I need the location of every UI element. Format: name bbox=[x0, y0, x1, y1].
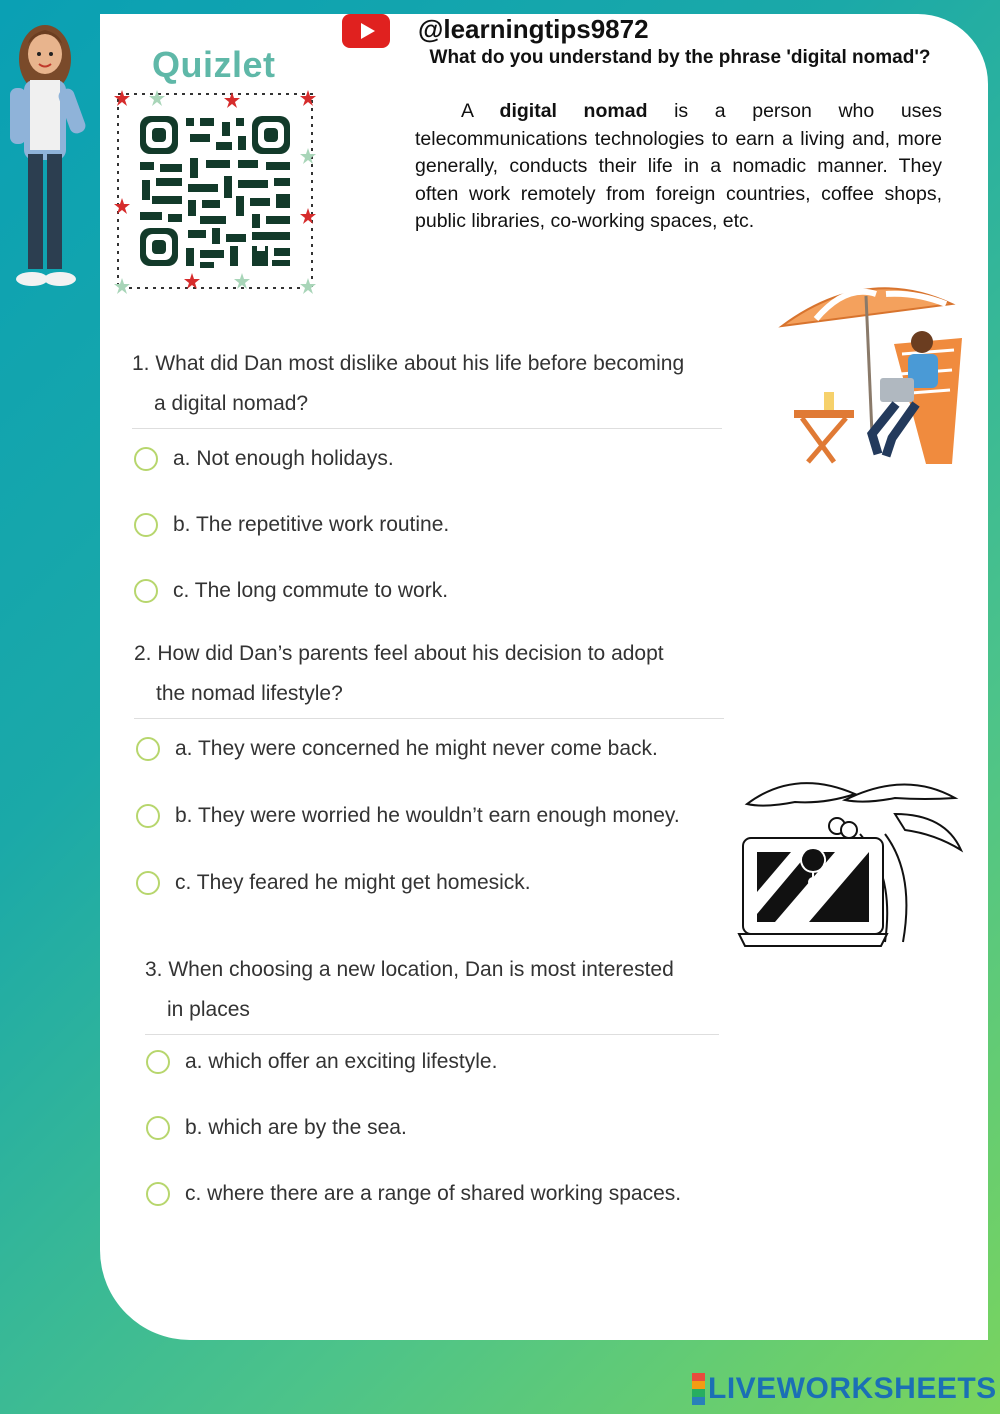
question-1 bbox=[132, 344, 722, 429]
question-divider bbox=[134, 718, 724, 719]
question-3-line1: 3. When choosing a new location, Dan is most interested bbox=[145, 958, 674, 981]
question-1-option-b[interactable] bbox=[134, 510, 449, 540]
youtube-handle[interactable]: @learningtips9872 bbox=[418, 14, 649, 44]
radio-button[interactable] bbox=[136, 737, 160, 761]
teacher-character-illustration bbox=[0, 14, 90, 289]
intro-question: What do you understand by the phrase 'digital nomad'? bbox=[429, 47, 931, 68]
radio-button[interactable] bbox=[136, 804, 160, 828]
question-divider bbox=[132, 428, 722, 429]
question-3 bbox=[145, 950, 719, 1035]
question-divider bbox=[145, 1034, 719, 1035]
beach-laptop-illustration bbox=[776, 274, 970, 470]
question-1-text bbox=[132, 344, 722, 424]
definition-intro: A bbox=[461, 100, 473, 122]
definition-term: digital nomad bbox=[499, 100, 648, 122]
question-2-option-c[interactable] bbox=[136, 868, 531, 898]
question-3-line2: in places bbox=[167, 998, 250, 1021]
qr-code[interactable] bbox=[112, 88, 318, 294]
definition-text: is a person who uses telecommunications technologies to earn a living and, more generally, conducts their life in a nomadic manner. They often work remotely from foreign countries, coffee shops, public libraries, co-working spaces, etc. bbox=[415, 100, 943, 232]
option-label: b. They were worried he wouldn’t earn enough money. bbox=[175, 804, 680, 827]
radio-button[interactable] bbox=[146, 1050, 170, 1074]
liveworksheets-badge-icon bbox=[692, 1373, 705, 1405]
question-3-option-c[interactable] bbox=[146, 1179, 681, 1209]
question-2-line2: the nomad lifestyle? bbox=[156, 682, 343, 705]
option-label: b. which are by the sea. bbox=[185, 1116, 407, 1139]
radio-button[interactable] bbox=[146, 1116, 170, 1140]
question-2-line1: 2. How did Dan’s parents feel about his decision to adopt bbox=[134, 642, 664, 665]
option-label: a. Not enough holidays. bbox=[173, 447, 394, 470]
option-label: c. They feared he might get homesick. bbox=[175, 871, 531, 894]
option-label: a. which offer an exciting lifestyle. bbox=[185, 1050, 498, 1073]
option-label: c. The long commute to work. bbox=[173, 579, 449, 602]
radio-button[interactable] bbox=[136, 871, 160, 895]
question-2 bbox=[134, 634, 724, 719]
radio-button[interactable] bbox=[146, 1182, 170, 1206]
youtube-icon[interactable] bbox=[342, 14, 390, 48]
liveworksheets-text: LIVEWORKSHEETS bbox=[708, 1372, 997, 1405]
radio-button[interactable] bbox=[134, 447, 158, 471]
option-label: b. The repetitive work routine. bbox=[173, 513, 450, 536]
radio-button[interactable] bbox=[134, 579, 158, 603]
question-1-option-c[interactable] bbox=[134, 576, 448, 606]
laptop-palm-illustration bbox=[735, 774, 967, 956]
question-2-option-a[interactable] bbox=[136, 734, 658, 764]
question-3-option-b[interactable] bbox=[146, 1113, 407, 1143]
question-2-option-b[interactable] bbox=[136, 801, 680, 831]
option-label: c. where there are a range of shared working spaces. bbox=[185, 1182, 682, 1205]
definition-paragraph bbox=[415, 98, 942, 236]
option-label: a. They were concerned he might never come back. bbox=[175, 737, 658, 760]
question-2-text bbox=[134, 634, 724, 714]
question-1-line1: 1. What did Dan most dislike about his life before becoming bbox=[132, 352, 685, 375]
quizlet-logo: Quizlet bbox=[152, 44, 276, 85]
liveworksheets-logo[interactable] bbox=[692, 1372, 997, 1406]
question-1-option-a[interactable] bbox=[134, 444, 394, 474]
question-3-text bbox=[145, 950, 719, 1030]
question-3-option-a[interactable] bbox=[146, 1047, 497, 1077]
question-1-line2: a digital nomad? bbox=[154, 392, 309, 415]
radio-button[interactable] bbox=[134, 513, 158, 537]
